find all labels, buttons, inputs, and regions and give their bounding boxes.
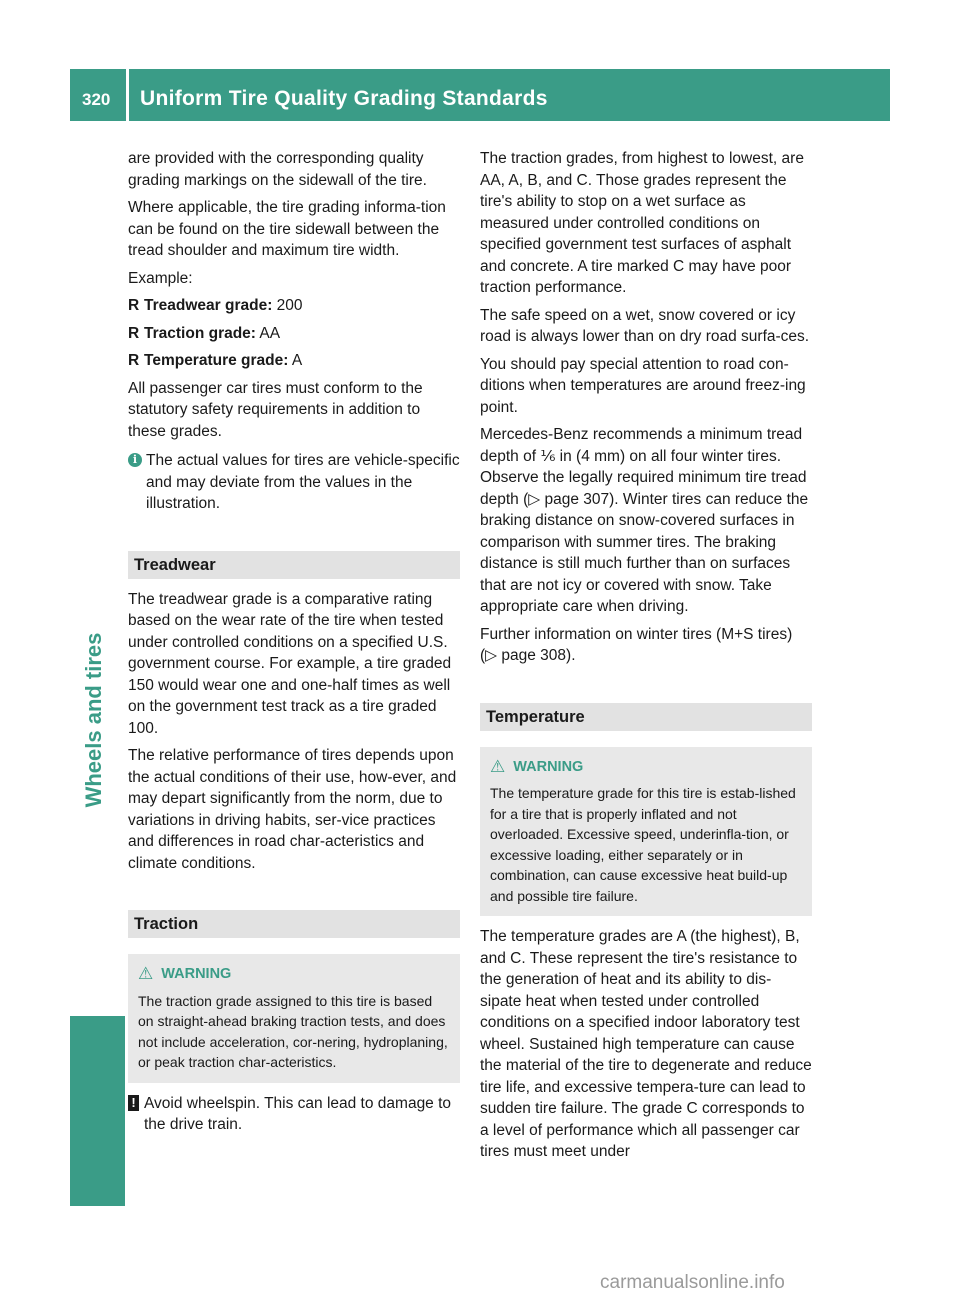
bullet-value: A xyxy=(291,352,303,369)
page-title: Uniform Tire Quality Grading Standards xyxy=(140,87,548,110)
info-icon: i xyxy=(128,453,142,467)
bullet-label: Traction grade: xyxy=(144,324,256,342)
paragraph: Where applicable, the tire grading informa-tion can be found on the tire sidewall between the tread shoulder and maximum tire width. xyxy=(128,199,446,259)
list-item xyxy=(128,350,460,372)
paragraph: The traction grades, from highest to lowest, are AA, A, B, and C. Those grades represent the tire's ability to stop on a wet surface as measured under controlled conditions on specified government test surfaces of asphalt and concrete. A tire marked C may have poor traction performance. xyxy=(480,150,804,296)
warning-text: The traction grade assigned to this tire is based on straight-ahead braking traction tests, and does not include acceleration, cor-nering, hydroplaning, or peak traction char-acteristics. xyxy=(138,992,448,1070)
section-heading-temperature: Temperature xyxy=(480,703,812,731)
paragraph: You should pay special attention to road con-ditions when temperatures are around freez-ing point. xyxy=(480,355,806,416)
warning-box xyxy=(480,747,812,917)
left-column xyxy=(128,148,460,1142)
bullet-label: Temperature grade: xyxy=(144,352,289,369)
notice xyxy=(128,1093,460,1136)
page-number: 320 xyxy=(82,90,111,109)
side-tab-block xyxy=(70,1016,125,1206)
bullet-value: AA xyxy=(259,324,281,342)
side-tab xyxy=(64,560,124,880)
side-tab-label: Wheels and tires xyxy=(81,632,106,808)
paragraph: The relative performance of tires depends upon the actual conditions of their use, how-ever, and may depart significantly from the norm, due to variations in driving habits, ser-vice practices and differences in road char-acteristics and climate conditions. xyxy=(128,747,457,872)
warning-text: The temperature grade for this tire is estab-lished for a tire that is properly inflated and not overloaded. Excessive speed, underinfla-tion, or excessive loading, either separately or in combination, can cause excessive heat build-up and possible tire failure. xyxy=(490,785,796,904)
section-heading-treadwear: Treadwear xyxy=(128,551,460,579)
watermark: carmanualsonline.info xyxy=(600,1272,785,1293)
paragraph: Further information on winter tires (M+S tires) (▷ page 308). xyxy=(480,625,793,664)
list-item xyxy=(128,323,460,345)
bullet-marker-icon: R xyxy=(128,297,140,314)
warning-triangle-icon: ⚠ xyxy=(138,964,154,983)
exclamation-icon: ! xyxy=(128,1095,139,1111)
paragraph: Mercedes-Benz recommends a minimum tread depth of ⅙ in (4 mm) on all four winter tires. Observe the legally required minimum tire tread depth (▷ page 307). Winter tires can reduce the braking distance on snow-covered surfaces in comparison with summer tires. The braking distance is still much further than on surfaces that are not icy or covered with snow. Take appropriate care when driving. xyxy=(480,426,809,615)
paragraph: The treadwear grade is a comparative rating based on the wear rate of the tire when tested under controlled conditions on a specified U.S. government course. For example, a tire graded 150 would wear one and one-half times as well on the government test track as a tire graded 100. xyxy=(128,590,452,737)
paragraph: The temperature grades are A (the highest), B, and C. These represent the tire's resistance to the generation of heat and its ability to dis-sipate heat when tested under controlled conditions on a specified indoor laboratory test wheel. Sustained high temperature can cause the material of the tire to degenerate and reduce tire life, and excessive tempera-ture can lead to sudden tire failure. The grade C corresponds to a level of performance which all passenger car tires must meet under xyxy=(480,928,812,1160)
bullet-marker-icon: R xyxy=(128,324,140,342)
notice-text: Avoid wheelspin. This can lead to damage to the drive train. xyxy=(144,1094,452,1133)
info-text: The actual values for tires are vehicle-specific and may deviate from the values in the illustration. xyxy=(146,452,460,512)
warning-label: WARNING xyxy=(161,966,232,982)
right-column xyxy=(480,148,812,1169)
paragraph: are provided with the corresponding quality grading markings on the sidewall of the tire. xyxy=(128,150,427,189)
paragraph: Example: xyxy=(128,269,193,287)
paragraph: The safe speed on a wet, snow covered or icy road is always lower than on dry road surfa-ces. xyxy=(480,306,810,345)
bullet-label: Treadwear grade: xyxy=(144,297,273,314)
warning-box xyxy=(128,954,460,1083)
list-item xyxy=(128,295,460,317)
header-divider xyxy=(126,69,129,121)
info-note xyxy=(128,450,460,515)
section-heading-traction: Traction xyxy=(128,910,460,938)
paragraph: All passenger car tires must conform to the statutory safety requirements in addition to these grades. xyxy=(128,379,423,440)
bullet-value: 200 xyxy=(276,297,303,314)
warning-label: WARNING xyxy=(513,758,584,775)
bullet-marker-icon: R xyxy=(128,352,140,369)
warning-triangle-icon: ⚠ xyxy=(490,756,506,776)
